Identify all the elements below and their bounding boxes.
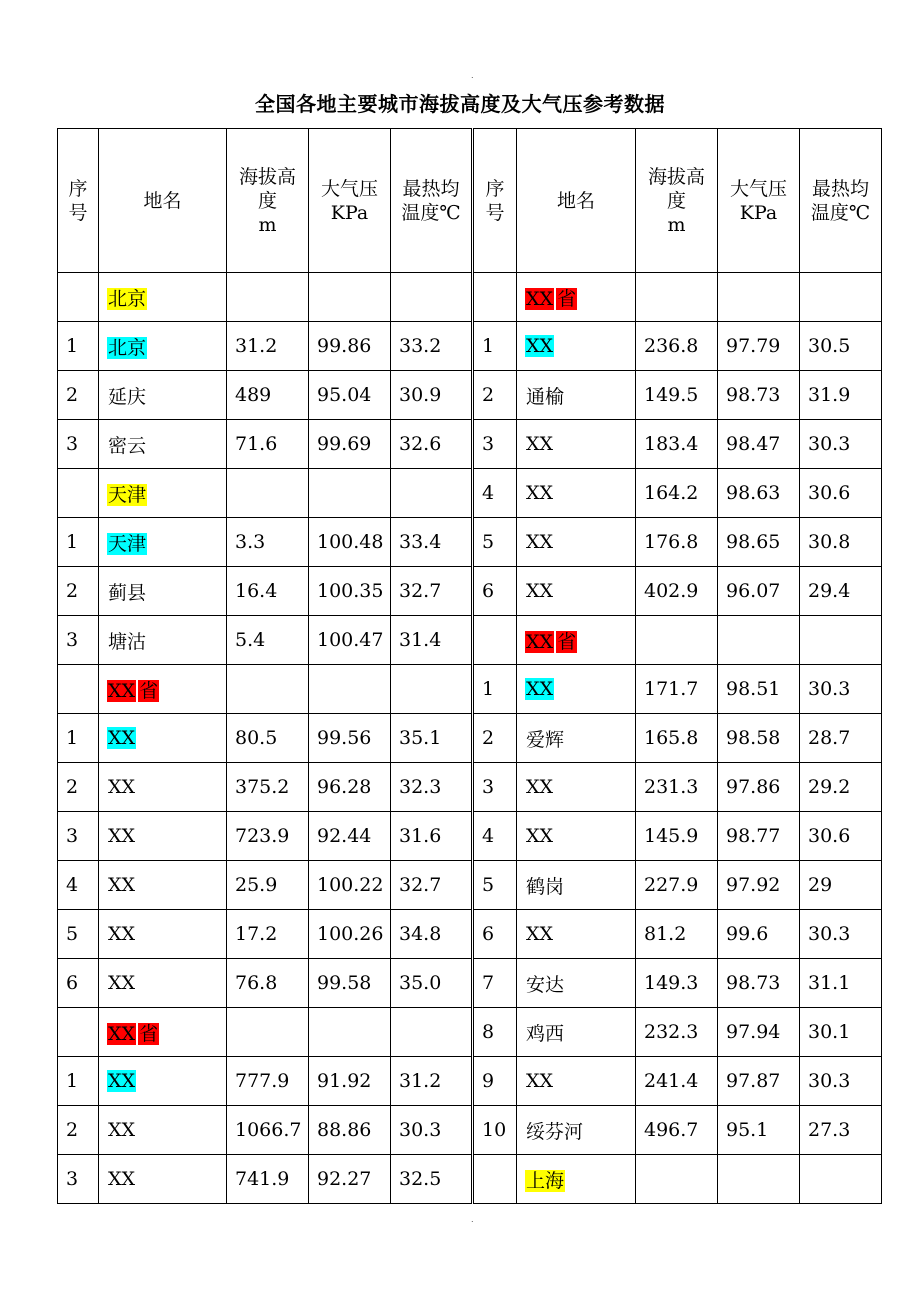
highlighted-place-name: XX xyxy=(526,630,554,653)
place-name: 密云 xyxy=(108,434,147,457)
pressure-cell: 98.63 xyxy=(718,469,800,518)
temperature-cell xyxy=(800,616,882,665)
seq-cell: 3 xyxy=(473,420,517,469)
seq-cell: 1 xyxy=(473,322,517,371)
temperature-cell: 31.1 xyxy=(800,959,882,1008)
table-row xyxy=(58,763,882,812)
temperature-cell: 30.3 xyxy=(800,910,882,959)
temperature-cell: 29 xyxy=(800,861,882,910)
table-row xyxy=(58,469,882,518)
header-altitude: 海拔高 度 m xyxy=(227,129,309,273)
seq-cell: 2 xyxy=(58,371,99,420)
altitude-cell: 723.9 xyxy=(227,812,309,861)
highlighted-place-name: 省 xyxy=(557,630,577,653)
altitude-cell: 16.4 xyxy=(227,567,309,616)
highlighted-place-name: XX xyxy=(526,287,554,310)
altitude-cell: 81.2 xyxy=(636,910,718,959)
seq-cell: 5 xyxy=(473,518,517,567)
place-name-cell xyxy=(99,322,227,371)
temperature-cell: 29.2 xyxy=(800,763,882,812)
seq-cell: 6 xyxy=(473,910,517,959)
altitude-cell: 171.7 xyxy=(636,665,718,714)
temperature-cell: 30.5 xyxy=(800,322,882,371)
temperature-cell: 30.6 xyxy=(800,812,882,861)
altitude-cell: 496.7 xyxy=(636,1106,718,1155)
place-name-cell xyxy=(517,273,636,322)
pressure-cell: 95.04 xyxy=(309,371,391,420)
pressure-cell xyxy=(309,469,391,518)
seq-cell: 3 xyxy=(473,763,517,812)
highlighted-place-name: 省 xyxy=(139,1022,159,1045)
place-name-cell xyxy=(99,371,227,420)
pressure-cell: 92.44 xyxy=(309,812,391,861)
seq-cell: 3 xyxy=(58,812,99,861)
pressure-cell: 98.47 xyxy=(718,420,800,469)
highlighted-place-name: XX xyxy=(526,678,554,700)
pressure-cell: 100.26 xyxy=(309,910,391,959)
pressure-cell: 99.56 xyxy=(309,714,391,763)
temperature-cell: 35.1 xyxy=(391,714,473,763)
seq-cell: 2 xyxy=(473,714,517,763)
place-name-cell xyxy=(99,959,227,1008)
seq-cell: 7 xyxy=(473,959,517,1008)
temperature-cell: 28.7 xyxy=(800,714,882,763)
pressure-cell: 97.94 xyxy=(718,1008,800,1057)
place-name: 绥芬河 xyxy=(526,1120,584,1143)
place-name-cell xyxy=(517,1057,636,1106)
place-name: 塘沽 xyxy=(108,630,147,653)
pressure-cell xyxy=(309,665,391,714)
header-pressure: 大气压 KPa xyxy=(309,129,391,273)
temperature-cell: 32.7 xyxy=(391,861,473,910)
temperature-cell: 30.3 xyxy=(800,420,882,469)
seq-cell: 8 xyxy=(473,1008,517,1057)
altitude-cell: 375.2 xyxy=(227,763,309,812)
pressure-cell: 98.77 xyxy=(718,812,800,861)
place-name-cell xyxy=(517,567,636,616)
table-row xyxy=(58,273,882,322)
pressure-cell: 96.28 xyxy=(309,763,391,812)
document-title: 全国各地主要城市海拔高度及大气压参考数据 xyxy=(255,92,665,116)
seq-cell xyxy=(58,665,99,714)
place-name-cell xyxy=(517,518,636,567)
place-name-cell xyxy=(517,665,636,714)
place-name-cell xyxy=(99,567,227,616)
pressure-cell xyxy=(718,1155,800,1204)
place-name: XX xyxy=(526,776,554,798)
temperature-cell: 32.5 xyxy=(391,1155,473,1204)
highlighted-place-name: 天津 xyxy=(108,483,147,506)
place-name-cell xyxy=(517,371,636,420)
pressure-cell xyxy=(309,273,391,322)
temperature-cell xyxy=(800,273,882,322)
place-name-cell xyxy=(99,812,227,861)
place-name-cell xyxy=(517,812,636,861)
header-temp: 最热均 温度℃ xyxy=(391,129,473,273)
table-row xyxy=(58,518,882,567)
temperature-cell: 31.6 xyxy=(391,812,473,861)
pressure-cell xyxy=(718,616,800,665)
pressure-cell: 98.58 xyxy=(718,714,800,763)
highlighted-place-name: 北京 xyxy=(108,336,147,359)
place-name-cell xyxy=(517,1155,636,1204)
table-row xyxy=(58,420,882,469)
temperature-cell: 27.3 xyxy=(800,1106,882,1155)
place-name-cell xyxy=(99,861,227,910)
temperature-cell: 31.4 xyxy=(391,616,473,665)
temperature-cell xyxy=(391,1008,473,1057)
temperature-cell: 30.3 xyxy=(800,1057,882,1106)
seq-cell xyxy=(473,616,517,665)
temperature-cell xyxy=(391,273,473,322)
seq-cell: 3 xyxy=(58,616,99,665)
pressure-cell: 98.51 xyxy=(718,665,800,714)
temperature-cell: 30.8 xyxy=(800,518,882,567)
altitude-cell xyxy=(636,616,718,665)
pressure-cell: 99.86 xyxy=(309,322,391,371)
altitude-cell: 241.4 xyxy=(636,1057,718,1106)
temperature-cell: 30.9 xyxy=(391,371,473,420)
place-name: XX xyxy=(108,825,136,847)
place-name-cell xyxy=(99,469,227,518)
place-name-cell xyxy=(99,910,227,959)
place-name-cell xyxy=(99,1155,227,1204)
place-name: XX xyxy=(526,482,554,504)
altitude-cell xyxy=(636,273,718,322)
table-row xyxy=(58,322,882,371)
header-pressure: 大气压 KPa xyxy=(718,129,800,273)
table-row xyxy=(58,665,882,714)
seq-cell: 2 xyxy=(58,763,99,812)
place-name-cell xyxy=(517,910,636,959)
header-name: 地名 xyxy=(517,129,636,273)
pressure-cell: 96.07 xyxy=(718,567,800,616)
place-name-cell xyxy=(99,763,227,812)
temperature-cell: 35.0 xyxy=(391,959,473,1008)
temperature-cell: 33.4 xyxy=(391,518,473,567)
seq-cell: 3 xyxy=(58,420,99,469)
place-name-cell xyxy=(517,616,636,665)
seq-cell: 1 xyxy=(58,322,99,371)
altitude-cell: 17.2 xyxy=(227,910,309,959)
temperature-cell: 33.2 xyxy=(391,322,473,371)
altitude-cell xyxy=(227,1008,309,1057)
place-name: XX xyxy=(108,1119,136,1141)
temperature-cell: 32.7 xyxy=(391,567,473,616)
highlighted-place-name: XX xyxy=(108,1070,136,1092)
header-name: 地名 xyxy=(99,129,227,273)
altitude-cell: 76.8 xyxy=(227,959,309,1008)
highlighted-place-name: 上海 xyxy=(526,1169,565,1192)
seq-cell: 1 xyxy=(58,518,99,567)
pressure-cell: 99.69 xyxy=(309,420,391,469)
temperature-cell: 34.8 xyxy=(391,910,473,959)
seq-cell xyxy=(473,273,517,322)
place-name-cell xyxy=(99,616,227,665)
altitude-cell: 741.9 xyxy=(227,1155,309,1204)
altitude-cell: 236.8 xyxy=(636,322,718,371)
temperature-cell: 29.4 xyxy=(800,567,882,616)
table-row xyxy=(58,910,882,959)
altitude-cell: 164.2 xyxy=(636,469,718,518)
altitude-cell: 3.3 xyxy=(227,518,309,567)
pressure-cell: 100.35 xyxy=(309,567,391,616)
altitude-cell: 183.4 xyxy=(636,420,718,469)
place-name-cell xyxy=(517,959,636,1008)
place-name: XX xyxy=(108,874,136,896)
table-row xyxy=(58,812,882,861)
seq-cell: 1 xyxy=(58,714,99,763)
highlighted-place-name: XX xyxy=(108,679,136,702)
city-altitude-table xyxy=(57,128,882,1204)
temperature-cell: 32.6 xyxy=(391,420,473,469)
highlighted-place-name: 天津 xyxy=(108,532,147,555)
table-row xyxy=(58,1155,882,1204)
place-name-cell xyxy=(99,1057,227,1106)
place-name: XX xyxy=(526,580,554,602)
altitude-cell xyxy=(227,273,309,322)
place-name-cell xyxy=(99,1106,227,1155)
highlighted-place-name: 北京 xyxy=(108,287,147,310)
seq-cell: 4 xyxy=(58,861,99,910)
table-row xyxy=(58,959,882,1008)
pressure-cell: 98.73 xyxy=(718,371,800,420)
pressure-cell: 100.22 xyxy=(309,861,391,910)
table-row xyxy=(58,567,882,616)
seq-cell: 4 xyxy=(473,812,517,861)
table-row xyxy=(58,1106,882,1155)
pressure-cell: 97.92 xyxy=(718,861,800,910)
altitude-cell: 777.9 xyxy=(227,1057,309,1106)
pressure-cell: 97.86 xyxy=(718,763,800,812)
temperature-cell: 30.6 xyxy=(800,469,882,518)
place-name-cell xyxy=(99,665,227,714)
place-name-cell xyxy=(517,322,636,371)
pressure-cell xyxy=(309,1008,391,1057)
place-name: XX xyxy=(526,923,554,945)
seq-cell: 2 xyxy=(58,567,99,616)
altitude-cell: 149.5 xyxy=(636,371,718,420)
seq-cell: 3 xyxy=(58,1155,99,1204)
place-name-cell xyxy=(99,714,227,763)
place-name-cell xyxy=(517,1106,636,1155)
temperature-cell: 32.3 xyxy=(391,763,473,812)
seq-cell: 1 xyxy=(58,1057,99,1106)
pressure-cell: 100.48 xyxy=(309,518,391,567)
altitude-cell: 145.9 xyxy=(636,812,718,861)
altitude-cell: 31.2 xyxy=(227,322,309,371)
page-marker-dot: . xyxy=(471,1215,474,1224)
pressure-cell: 97.87 xyxy=(718,1057,800,1106)
pressure-cell: 95.1 xyxy=(718,1106,800,1155)
altitude-cell xyxy=(227,469,309,518)
header-row xyxy=(58,129,882,273)
altitude-cell: 5.4 xyxy=(227,616,309,665)
pressure-cell: 92.27 xyxy=(309,1155,391,1204)
seq-cell: 9 xyxy=(473,1057,517,1106)
temperature-cell: 31.9 xyxy=(800,371,882,420)
place-name: XX xyxy=(526,1070,554,1092)
highlighted-place-name: 省 xyxy=(139,679,159,702)
highlighted-place-name: 省 xyxy=(557,287,577,310)
table-row xyxy=(58,1057,882,1106)
table-row xyxy=(58,371,882,420)
altitude-cell: 25.9 xyxy=(227,861,309,910)
temperature-cell: 30.1 xyxy=(800,1008,882,1057)
header-altitude: 海拔高 度 m xyxy=(636,129,718,273)
place-name: 鸡西 xyxy=(526,1022,565,1045)
place-name-cell xyxy=(517,763,636,812)
altitude-cell: 227.9 xyxy=(636,861,718,910)
place-name-cell xyxy=(99,1008,227,1057)
seq-cell xyxy=(58,469,99,518)
table-row xyxy=(58,861,882,910)
temperature-cell: 31.2 xyxy=(391,1057,473,1106)
temperature-cell xyxy=(800,1155,882,1204)
seq-cell: 2 xyxy=(473,371,517,420)
temperature-cell: 30.3 xyxy=(391,1106,473,1155)
place-name-cell xyxy=(99,518,227,567)
seq-cell: 6 xyxy=(473,567,517,616)
seq-cell: 6 xyxy=(58,959,99,1008)
altitude-cell: 149.3 xyxy=(636,959,718,1008)
seq-cell: 4 xyxy=(473,469,517,518)
altitude-cell: 231.3 xyxy=(636,763,718,812)
seq-cell: 1 xyxy=(473,665,517,714)
temperature-cell xyxy=(391,665,473,714)
pressure-cell: 99.6 xyxy=(718,910,800,959)
seq-cell xyxy=(473,1155,517,1204)
header-seq: 序 号 xyxy=(58,129,99,273)
place-name: XX xyxy=(108,923,136,945)
seq-cell: 10 xyxy=(473,1106,517,1155)
place-name: XX xyxy=(526,531,554,553)
highlighted-place-name: XX xyxy=(108,1022,136,1045)
page-marker-dot: . xyxy=(471,71,474,80)
altitude-cell: 176.8 xyxy=(636,518,718,567)
altitude-cell xyxy=(636,1155,718,1204)
pressure-cell: 91.92 xyxy=(309,1057,391,1106)
place-name-cell xyxy=(517,714,636,763)
place-name: XX xyxy=(526,433,554,455)
table-row xyxy=(58,714,882,763)
place-name-cell xyxy=(517,861,636,910)
altitude-cell: 1066.7 xyxy=(227,1106,309,1155)
pressure-cell: 99.58 xyxy=(309,959,391,1008)
place-name-cell xyxy=(99,273,227,322)
altitude-cell: 71.6 xyxy=(227,420,309,469)
altitude-cell xyxy=(227,665,309,714)
place-name: 蓟县 xyxy=(108,581,147,604)
pressure-cell: 97.79 xyxy=(718,322,800,371)
place-name: 延庆 xyxy=(108,385,147,408)
place-name: 安达 xyxy=(526,973,565,996)
place-name: 爱辉 xyxy=(526,728,565,751)
seq-cell: 2 xyxy=(58,1106,99,1155)
temperature-cell: 30.3 xyxy=(800,665,882,714)
altitude-cell: 80.5 xyxy=(227,714,309,763)
place-name-cell xyxy=(517,420,636,469)
place-name: XX xyxy=(108,1168,136,1190)
place-name: XX xyxy=(108,776,136,798)
pressure-cell: 98.73 xyxy=(718,959,800,1008)
altitude-cell: 489 xyxy=(227,371,309,420)
place-name: 通榆 xyxy=(526,385,565,408)
altitude-cell: 232.3 xyxy=(636,1008,718,1057)
altitude-cell: 402.9 xyxy=(636,567,718,616)
pressure-cell: 88.86 xyxy=(309,1106,391,1155)
seq-cell: 5 xyxy=(58,910,99,959)
table-row xyxy=(58,616,882,665)
altitude-cell: 165.8 xyxy=(636,714,718,763)
pressure-cell: 100.47 xyxy=(309,616,391,665)
highlighted-place-name: XX xyxy=(108,727,136,749)
seq-cell: 5 xyxy=(473,861,517,910)
place-name-cell xyxy=(99,420,227,469)
highlighted-place-name: XX xyxy=(526,335,554,357)
seq-cell xyxy=(58,273,99,322)
pressure-cell xyxy=(718,273,800,322)
place-name: XX xyxy=(108,972,136,994)
place-name-cell xyxy=(517,469,636,518)
temperature-cell xyxy=(391,469,473,518)
place-name: XX xyxy=(526,825,554,847)
pressure-cell: 98.65 xyxy=(718,518,800,567)
header-seq: 序 号 xyxy=(473,129,517,273)
place-name: 鹤岗 xyxy=(526,875,565,898)
table-row xyxy=(58,1008,882,1057)
place-name-cell xyxy=(517,1008,636,1057)
header-temp: 最热均 温度℃ xyxy=(800,129,882,273)
seq-cell xyxy=(58,1008,99,1057)
